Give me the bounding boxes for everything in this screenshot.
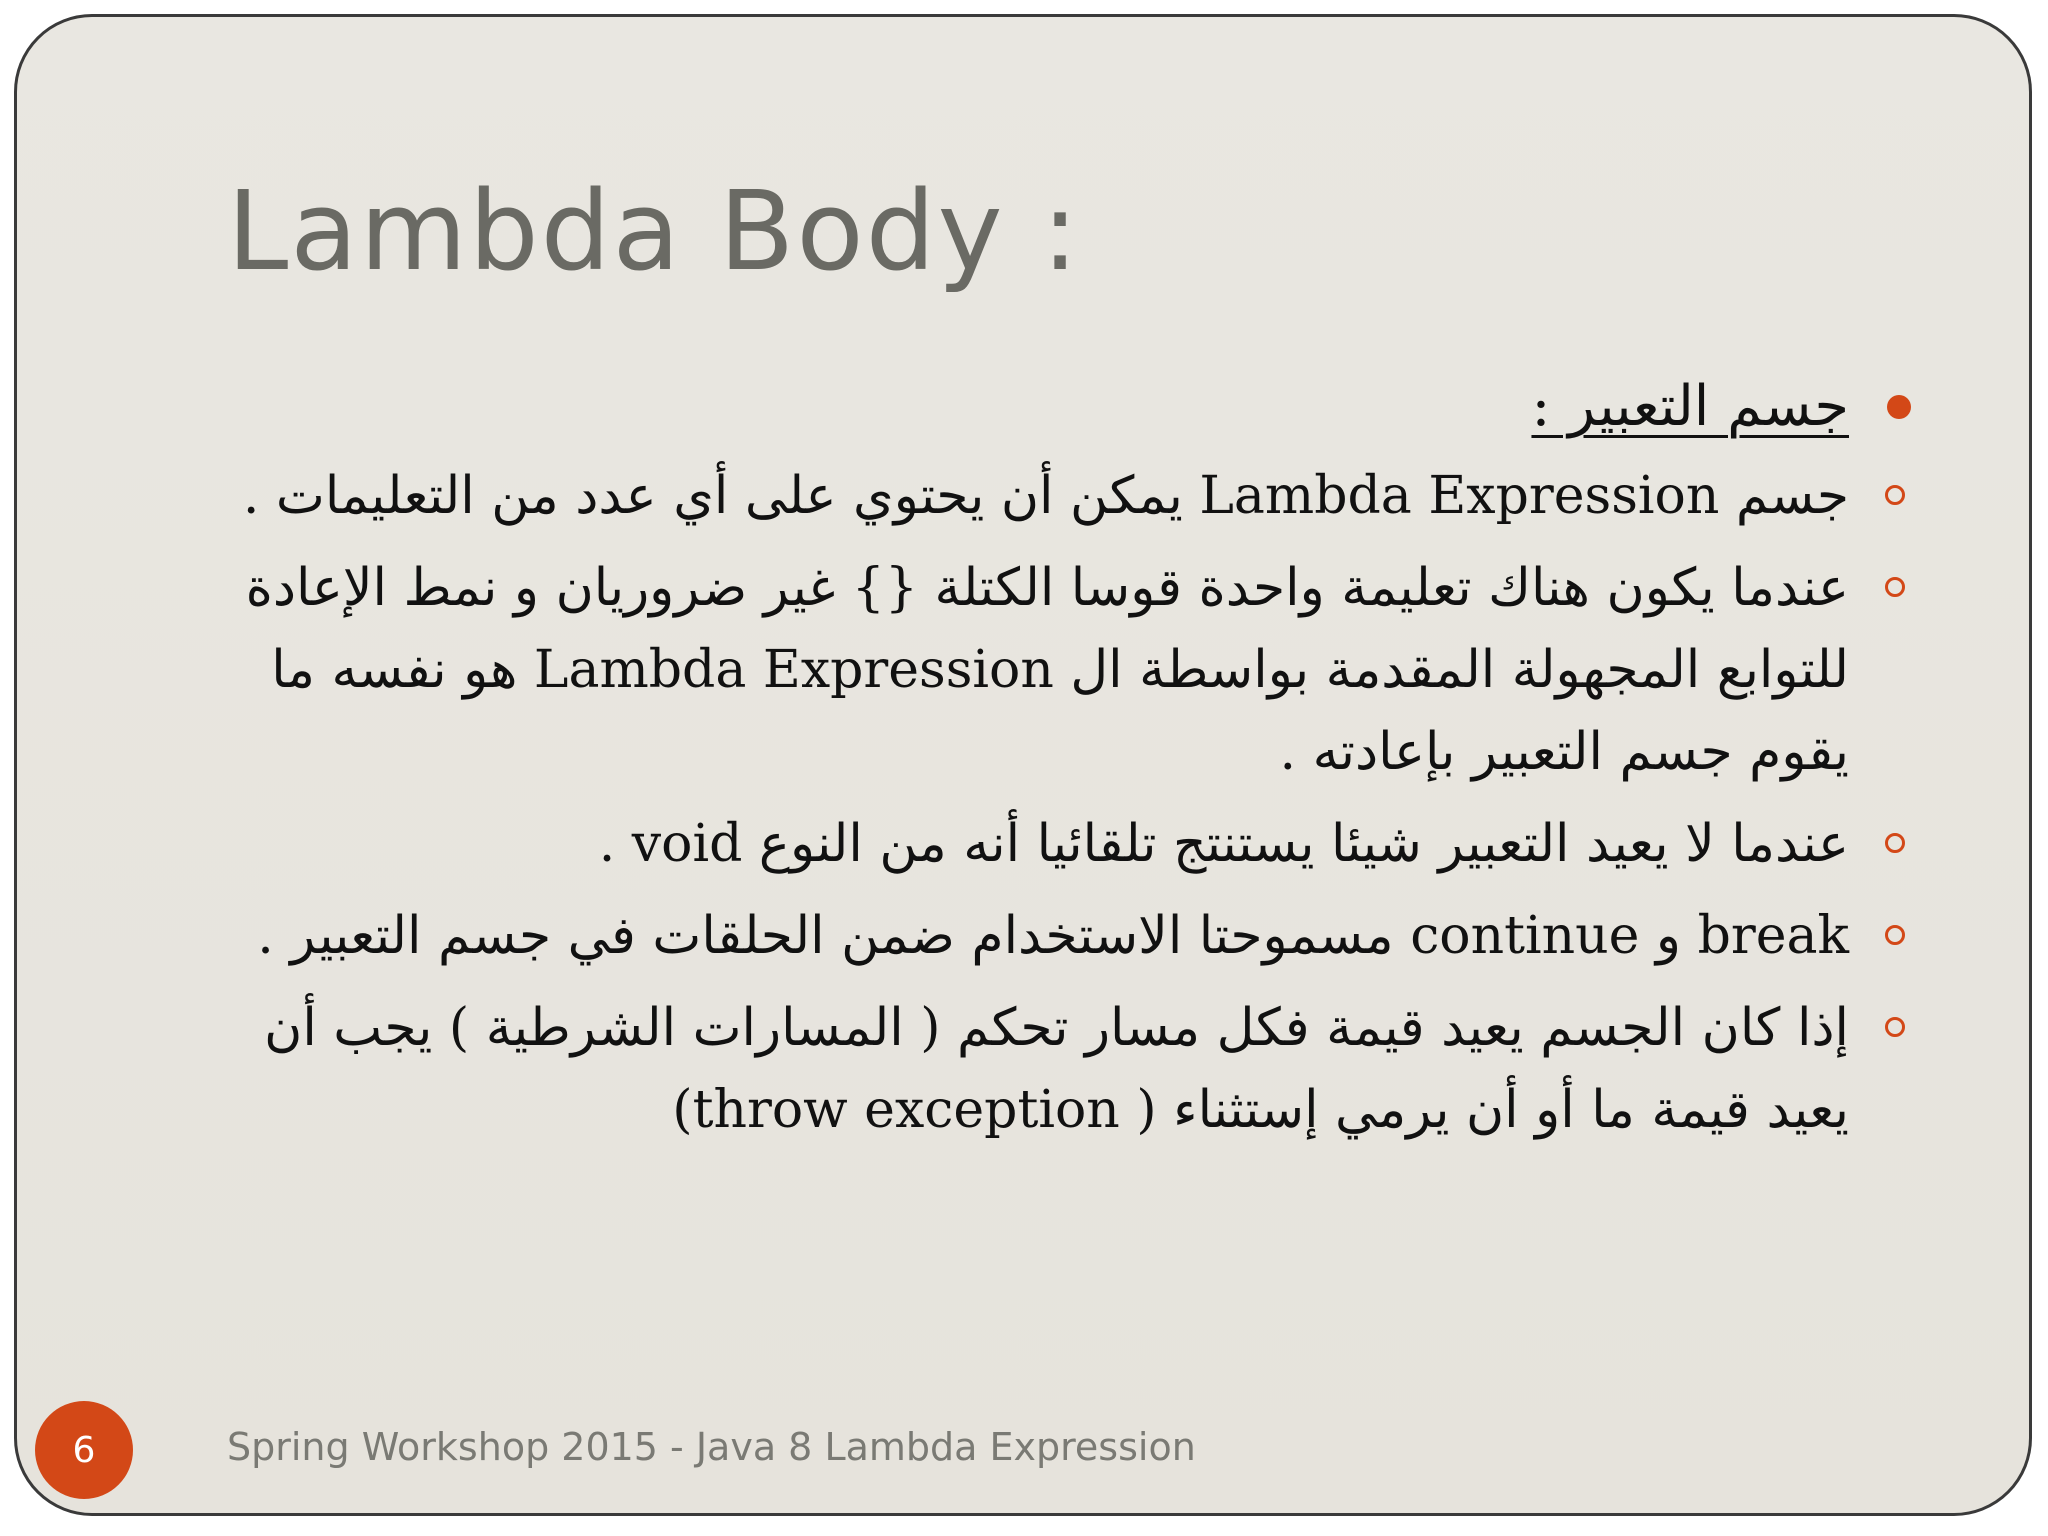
list-item: [229, 895, 1849, 977]
circle-bullet-icon: [1885, 925, 1905, 945]
section-heading: [229, 367, 1849, 447]
bullet-list: [229, 455, 1849, 1151]
list-item: [229, 547, 1849, 793]
circle-bullet-icon: [1885, 1017, 1905, 1037]
list-item: [229, 803, 1849, 885]
page-number-badge: 6: [35, 1401, 133, 1499]
circle-bullet-icon: [1885, 485, 1905, 505]
bullet-dot-icon: [1887, 395, 1911, 419]
list-item-text: break و continue مسموحتا الاستخدام ضمن الحلقات في جسم التعبير .: [257, 906, 1849, 966]
slide-content: [229, 367, 1849, 1161]
list-item-text: عندما يكون هناك تعليمة واحدة قوسا الكتلة {} غير ضروريان و نمط الإعادة للتوابع المجهولة المقدمة بواسطة ال Lambda Expression هو نفسه ما يقوم جسم التعبير بإعادته .: [245, 558, 1849, 782]
list-item-text: إذا كان الجسم يعيد قيمة فكل مسار تحكم ( المسارات الشرطية ) يجب أن يعيد قيمة ما أو أن يرمي إستثناء ( throw exception): [264, 998, 1849, 1140]
circle-bullet-icon: [1885, 833, 1905, 853]
list-item: [229, 455, 1849, 537]
list-item-text: عندما لا يعيد التعبير شيئا يستنتج تلقائيا أنه من النوع void .: [598, 814, 1849, 874]
slide-title: Lambda Body :: [227, 167, 1081, 295]
footer-text: Spring Workshop 2015 - Java 8 Lambda Expression: [227, 1425, 1196, 1469]
circle-bullet-icon: [1885, 577, 1905, 597]
list-item-text: جسم Lambda Expression يمكن أن يحتوي على أي عدد من التعليمات .: [242, 466, 1849, 526]
section-heading-text: جسم التعبير :: [1531, 374, 1849, 439]
slide: [14, 14, 2032, 1516]
list-item: [229, 987, 1849, 1151]
